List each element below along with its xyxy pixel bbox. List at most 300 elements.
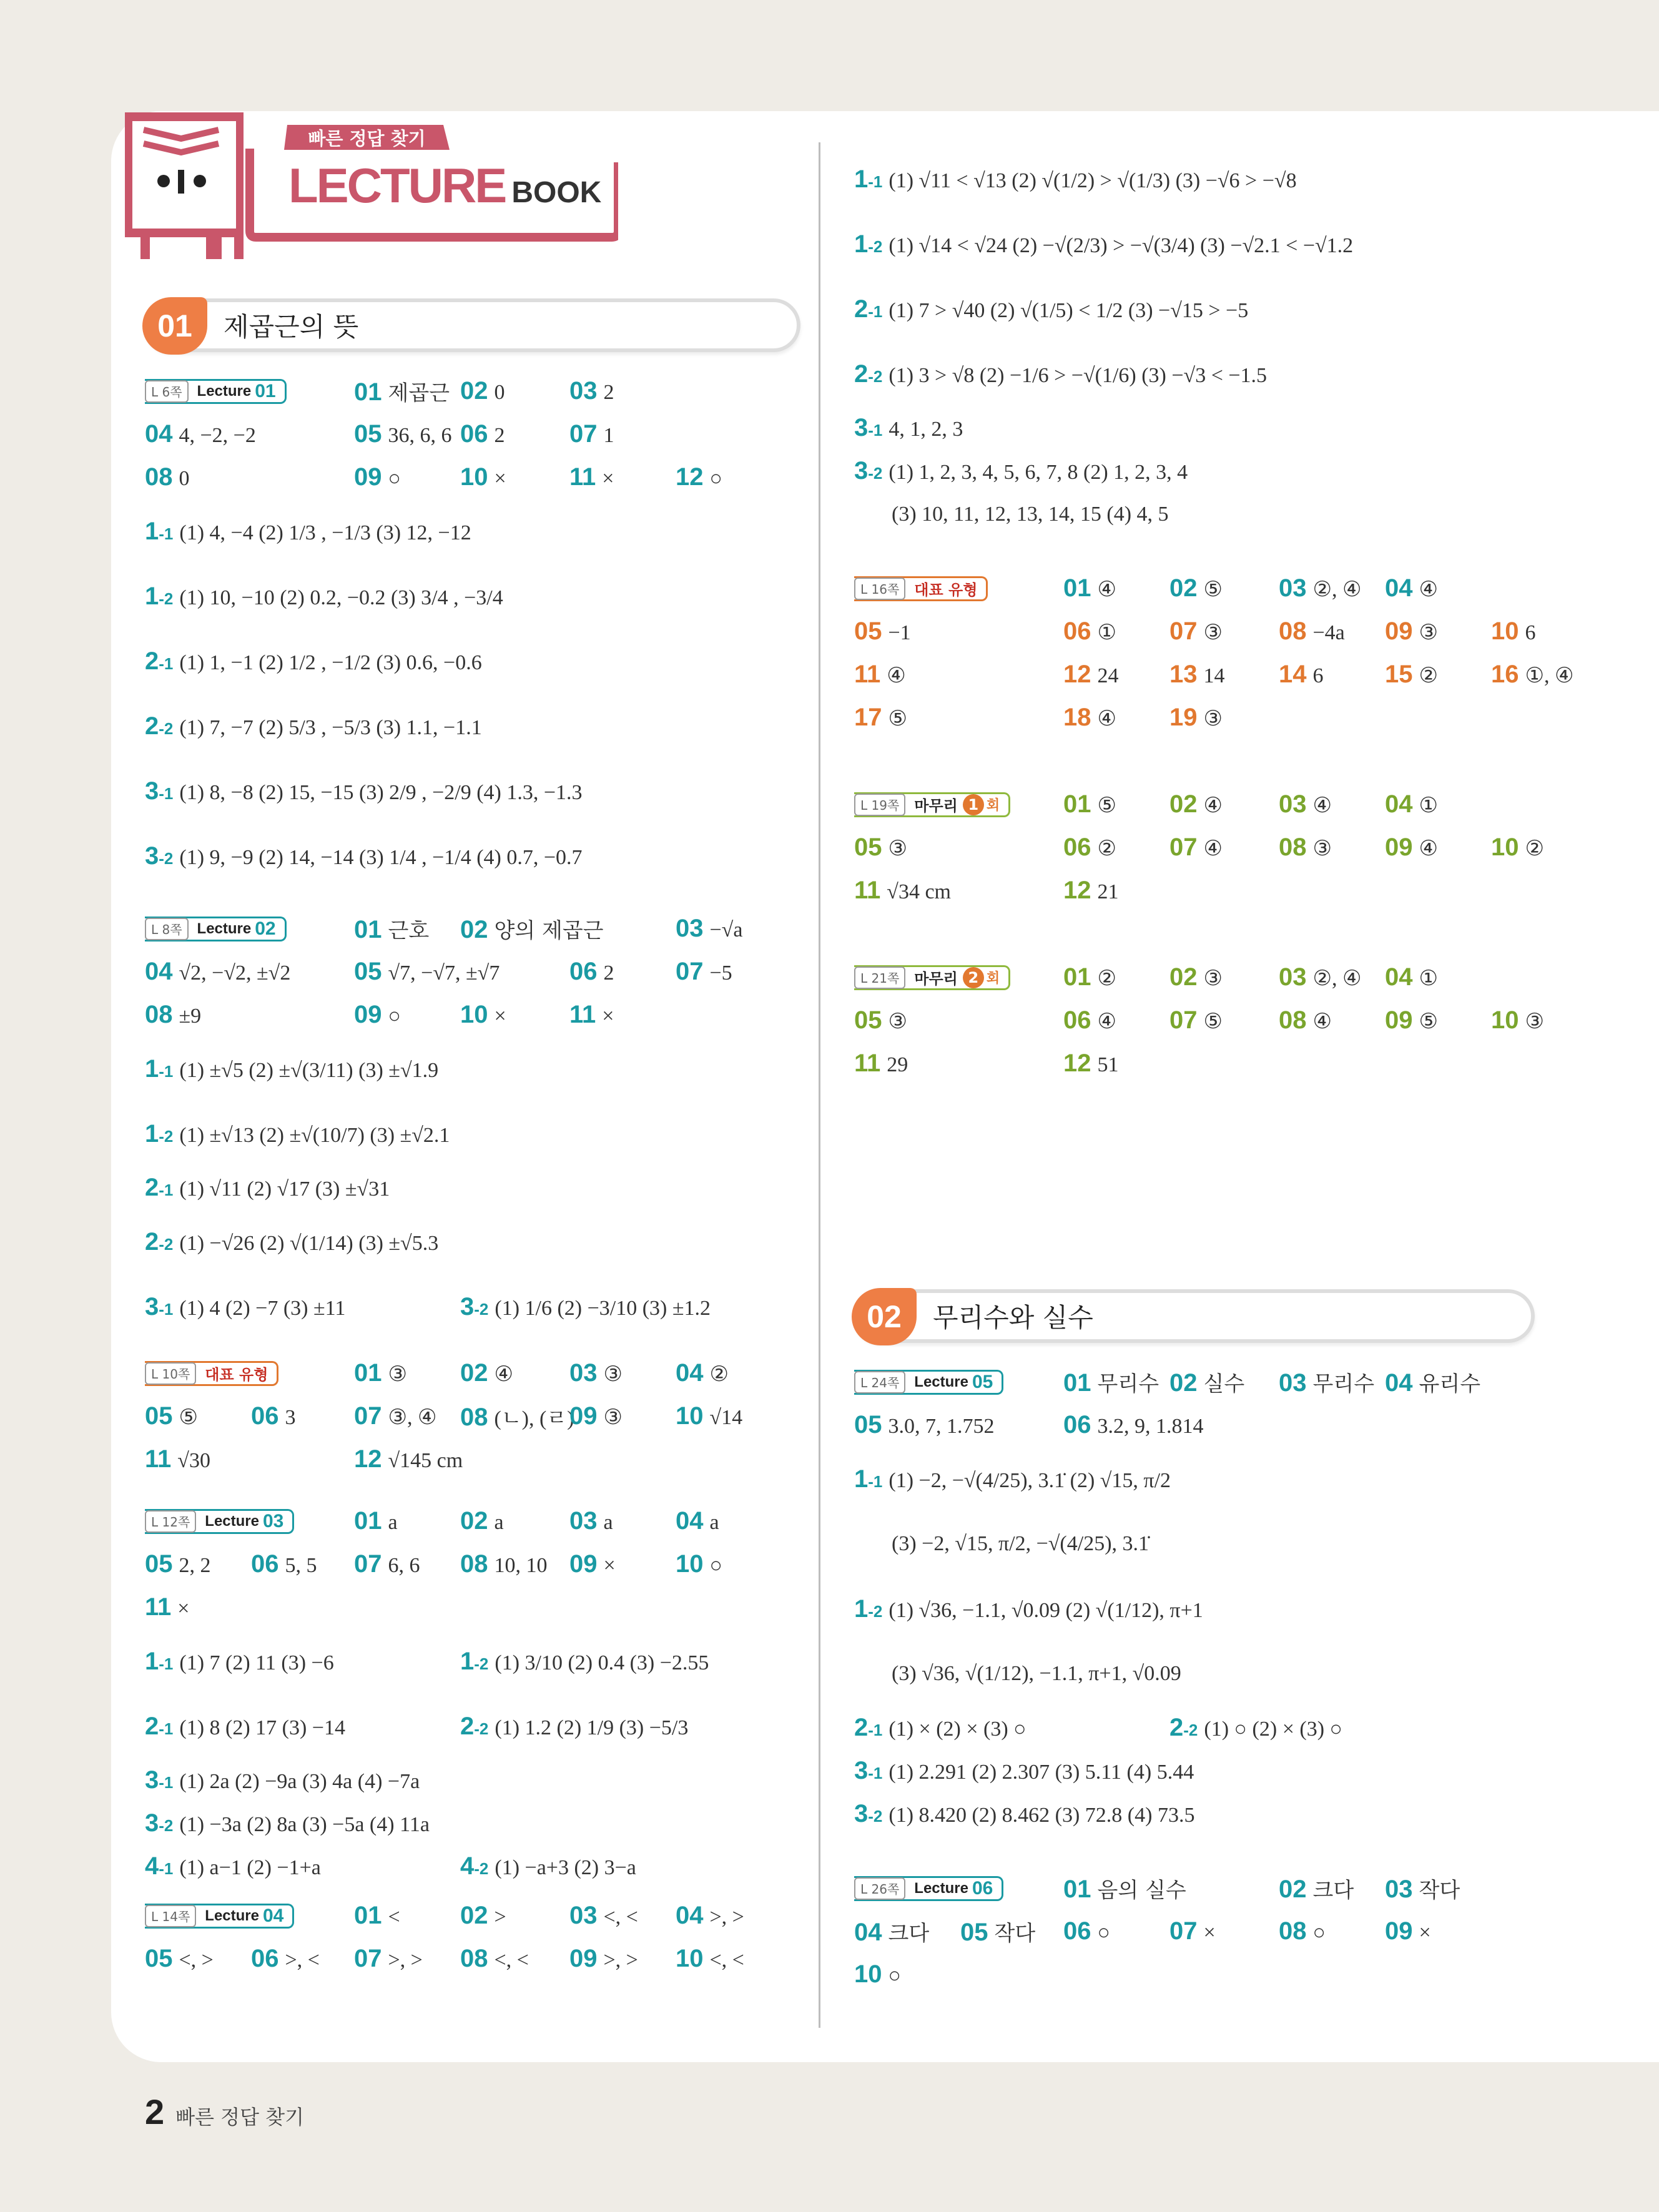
answer-item (1169, 1367, 1244, 1397)
answer-item (854, 661, 906, 689)
answer-value: 24 (1097, 664, 1119, 687)
answer-item (1169, 963, 1223, 991)
answer-row (145, 1845, 800, 1888)
answer-row (854, 493, 1535, 536)
answer-number: 09 (569, 1402, 598, 1430)
answer-item (676, 1902, 744, 1930)
answer-number: 03 (1279, 790, 1307, 818)
answer-number: 02 (1279, 1875, 1307, 1903)
answer-row (145, 1937, 800, 1980)
answer-row (854, 610, 1535, 653)
answer-item (145, 1809, 430, 1837)
answer-item (569, 463, 614, 491)
answer-value: 5, 5 (285, 1554, 317, 1577)
answer-row (854, 450, 1535, 493)
answer-value: ① (1419, 967, 1438, 990)
answer-number: 11 (854, 1049, 881, 1077)
answer-value: (1) a−1 (2) −1+a (179, 1856, 321, 1879)
answer-item (854, 1411, 995, 1439)
answer-item (460, 1359, 513, 1387)
answer-value: ④ (494, 1363, 513, 1386)
answer-value: ④ (1097, 1010, 1116, 1033)
answer-number: 1-2 (460, 1647, 489, 1675)
answer-item (145, 1713, 345, 1741)
answer-number: 03 (569, 1902, 598, 1929)
answer-value: (1) 1.2 (2) 1/9 (3) −5/3 (495, 1716, 689, 1739)
answer-value: ④ (1203, 794, 1223, 817)
answer-item (854, 165, 1297, 194)
answer-item (1063, 1049, 1119, 1078)
answer-value: (1) √14 < √24 (2) −√(2/3) > −√(3/4) (3) −√2.1 < −√1.2 (889, 233, 1354, 257)
answer-item (854, 457, 1188, 485)
answer-item (145, 1766, 420, 1794)
answer-row (145, 1586, 800, 1629)
answer-number: 01 (354, 1359, 382, 1387)
answer-number: 08 (145, 1001, 173, 1028)
answer-item (145, 518, 471, 546)
answer-item (569, 1402, 623, 1430)
answer-number: 10 (460, 463, 488, 491)
answer-item (145, 777, 583, 805)
answer-number: 11 (854, 661, 881, 688)
answer-item (854, 414, 963, 442)
page-tag-m21 (854, 965, 1010, 990)
right-column-bottom (854, 1289, 1535, 1996)
answer-value: 2, 2 (179, 1554, 211, 1577)
answer-value: ①, ④ (1525, 664, 1574, 687)
answer-value: (1) 9, −9 (2) 14, −14 (3) 1/4 , −1/4 (4) 0.7, −0.7 (179, 845, 583, 869)
answer-value: (1) −√26 (2) √(1/14) (3) ±√5.3 (179, 1231, 439, 1255)
answer-value: ○ (888, 1964, 902, 1987)
answer-value: ④ (887, 664, 906, 687)
answer-number: 09 (354, 463, 382, 491)
answer-value: √30 (177, 1449, 210, 1472)
answer-number: 02 (460, 1507, 488, 1535)
answer-number: 3-1 (145, 1766, 174, 1794)
header-badge: 빠른 정답 찾기 (308, 127, 426, 149)
spacer (145, 1888, 800, 1894)
answer-value: (1) 7 > √40 (2) √(1/5) < 1/2 (3) −√15 > −5 (889, 298, 1249, 322)
answer-value: (1) 8.420 (2) 8.462 (3) 72.8 (4) 73.5 (889, 1804, 1195, 1827)
page-number: 2 (145, 2092, 165, 2131)
answer-item (460, 1507, 504, 1535)
answer-number: 10 (1491, 833, 1519, 861)
page-ref: L 26쪽 (854, 1877, 905, 1900)
answer-item (854, 1714, 1026, 1742)
answer-item (1385, 661, 1438, 689)
answer-item (460, 1001, 506, 1029)
tag-suffix: 회 (986, 971, 1000, 987)
answer-item (354, 1001, 401, 1029)
answer-item (854, 877, 951, 905)
answer-item (145, 712, 482, 740)
answer-row (854, 1706, 1535, 1749)
answer-number: 3-1 (145, 1292, 174, 1320)
answer-number: 2-1 (854, 295, 883, 323)
answer-value: ○ (1097, 1921, 1111, 1944)
answer-item (676, 958, 732, 986)
answer-number: 03 (569, 377, 598, 405)
answer-value: <, < (603, 1905, 638, 1929)
answer-row (145, 370, 800, 413)
answer-value: ② (709, 1363, 729, 1386)
answer-value: ③ (1203, 621, 1223, 644)
answer-item (1385, 574, 1438, 602)
answer-item (676, 1359, 729, 1387)
answer-item (460, 377, 505, 405)
answer-item (1063, 704, 1116, 732)
answer-value: ④ (1203, 837, 1223, 860)
answer-value: −1 (888, 621, 911, 644)
answer-value: ③ (1203, 967, 1223, 990)
answer-value: 4, 1, 2, 3 (889, 418, 963, 441)
answer-value: 크다 (888, 1921, 930, 1946)
answer-number: 05 (354, 958, 382, 985)
answer-number: 15 (1385, 661, 1413, 688)
answer-item (354, 958, 500, 986)
answer-value: <, > (179, 1949, 214, 1972)
answer-row (854, 1641, 1535, 1706)
answer-value: 실수 (1203, 1372, 1245, 1397)
answer-item (1279, 1873, 1354, 1904)
answer-item (569, 958, 614, 986)
answer-value: 작다 (1419, 1878, 1460, 1903)
answer-row (854, 1792, 1535, 1836)
answer-value: ④ (1312, 1010, 1332, 1033)
answer-number: 01 (1063, 963, 1091, 991)
answer-number: 09 (354, 1001, 382, 1028)
answer-item (354, 1402, 436, 1430)
answer-number: 08 (1279, 833, 1307, 861)
answer-value: ○ (709, 467, 723, 490)
page-footer (145, 2092, 304, 2132)
page-tag-d10 (145, 1361, 278, 1386)
page-ref: L 21쪽 (854, 966, 905, 989)
answer-value: ⑤ (179, 1406, 198, 1429)
answer-value: (1) 8, −8 (2) 15, −15 (3) 2/9 , −2/9 (4) 1.3, −1.3 (179, 780, 583, 804)
answer-number: 13 (1169, 661, 1198, 688)
answer-row (854, 783, 1535, 826)
answer-value: 36, 6, 6 (388, 424, 452, 447)
answer-item (460, 1648, 709, 1676)
answer-number: 19 (1169, 704, 1198, 731)
answer-row (854, 1749, 1535, 1792)
answer-number: 3-2 (145, 1809, 174, 1837)
answer-value: ① (1419, 794, 1438, 817)
answer-number: 01 (354, 1902, 382, 1929)
answer-item (854, 230, 1353, 258)
answer-item (569, 1359, 623, 1387)
answer-number: 06 (1063, 1917, 1091, 1945)
answer-item (854, 295, 1248, 323)
answer-number: 05 (854, 833, 882, 861)
answer-value: (1) 4 (2) −7 (3) ±11 (179, 1296, 346, 1320)
spacer (145, 888, 800, 907)
answer-number: 09 (1385, 617, 1413, 645)
answer-item (892, 1532, 1149, 1556)
answer-item (145, 1593, 189, 1621)
answer-number: 01 (354, 1507, 382, 1535)
answer-item (460, 420, 505, 448)
answer-value: 제곱근 (388, 381, 450, 406)
answer-item (1491, 661, 1573, 689)
answer-number: 1-2 (145, 1119, 174, 1148)
answer-item (145, 420, 256, 448)
answer-number: 3-2 (460, 1292, 489, 1320)
answer-item (460, 1293, 711, 1321)
answer-value: 양의 제곱근 (494, 918, 604, 943)
answer-value: ④ (1097, 578, 1116, 601)
answer-item (354, 463, 401, 491)
answer-value: 21 (1097, 880, 1119, 903)
answer-item (460, 1550, 548, 1578)
answer-row (854, 567, 1535, 610)
answer-row (145, 1759, 800, 1802)
answer-item (1385, 1006, 1438, 1035)
answer-number: 06 (1063, 833, 1091, 861)
answer-item (569, 1001, 614, 1029)
answer-value: 2 (603, 961, 614, 985)
answer-item (892, 1662, 1181, 1686)
answer-item (145, 1402, 198, 1430)
answer-number: 06 (1063, 617, 1091, 645)
answer-value: 무리수 (1312, 1372, 1375, 1397)
answer-row (145, 823, 800, 888)
answer-row (145, 907, 800, 950)
answer-item (1279, 963, 1361, 991)
answer-row (854, 1576, 1535, 1641)
answer-item (145, 1228, 438, 1256)
answer-value: × (602, 467, 614, 490)
answer-value: √2, −√2, ±√2 (179, 961, 291, 985)
answer-number: 01 (354, 378, 382, 406)
answer-item (854, 833, 907, 862)
answer-item (960, 1916, 1035, 1947)
answer-row (145, 499, 800, 564)
answer-number: 08 (460, 1550, 488, 1578)
answer-number: 11 (145, 1593, 172, 1621)
answer-number: 11 (569, 463, 596, 491)
answer-item (1279, 833, 1332, 862)
answer-value: × (177, 1597, 190, 1620)
answer-row (145, 629, 800, 694)
answer-value: (1) 7, −7 (2) 5/3 , −5/3 (3) 1.1, −1.1 (179, 715, 482, 739)
answer-value: 51 (1097, 1053, 1119, 1076)
answer-number: 1-2 (145, 582, 174, 610)
answer-item (145, 1001, 201, 1029)
answer-number: 05 (145, 1550, 173, 1578)
answer-value: 14 (1203, 664, 1225, 687)
answer-row (145, 1543, 800, 1586)
answer-value: ③ (388, 1363, 407, 1386)
answer-row (145, 564, 800, 629)
answer-row (145, 1500, 800, 1543)
answer-number: 3-2 (145, 842, 174, 870)
answer-item (460, 913, 604, 944)
page-ref: L 16쪽 (854, 578, 905, 600)
answer-item (145, 1445, 210, 1473)
answer-number: 06 (1063, 1411, 1091, 1438)
answer-row (145, 1352, 800, 1395)
answer-number: 05 (354, 420, 382, 448)
answer-value: ② (1525, 837, 1544, 860)
page-tag-m19 (854, 792, 1010, 817)
answer-row (854, 696, 1535, 739)
answer-value: (1) 3/10 (2) 0.4 (3) −2.55 (495, 1651, 709, 1674)
answer-row (854, 1042, 1535, 1085)
answer-number: 04 (145, 958, 173, 985)
answer-number: 02 (1169, 963, 1198, 991)
answer-number: 08 (145, 463, 173, 491)
answer-number: 2-2 (854, 360, 883, 388)
answer-item (1063, 1873, 1186, 1904)
answer-item (354, 420, 452, 448)
answer-row (145, 759, 800, 823)
answer-item (854, 1960, 901, 1988)
tag-label: 마무리 (914, 797, 958, 815)
answer-value: (1) 4, −4 (2) 1/3 , −1/3 (3) 12, −12 (179, 521, 471, 544)
answer-number: 3-1 (145, 777, 174, 805)
answer-number: 3-1 (854, 414, 883, 441)
answer-value: (1) 1, 2, 3, 4, 5, 6, 7, 8 (2) 1, 2, 3, 4 (889, 461, 1188, 484)
answer-value: (1) −2, −√(4/25), 3.1̇ (2) √15, π/2 (889, 1468, 1171, 1492)
answer-number: 06 (251, 1945, 279, 1972)
answer-value: (1) 8 (2) 17 (3) −14 (179, 1716, 345, 1739)
answer-value: 3.2, 9, 1.814 (1097, 1415, 1204, 1438)
answer-value: 3.0, 7, 1.752 (888, 1415, 995, 1438)
answer-number: 03 (1385, 1875, 1413, 1903)
answer-row (145, 1395, 800, 1438)
answer-value: −4a (1312, 621, 1345, 644)
page-ref: L 8쪽 (145, 918, 189, 940)
answer-item (145, 958, 290, 986)
answer-item (1063, 1917, 1110, 1945)
answer-number: 01 (1063, 790, 1091, 818)
answer-number: 3-2 (854, 457, 883, 484)
answer-value: × (494, 467, 506, 490)
answer-value: (1) √11 < √13 (2) √(1/2) > √(1/3) (3) −√6 > −√8 (889, 169, 1297, 192)
spacer (854, 739, 1535, 783)
answer-number: 12 (1063, 877, 1091, 904)
answer-number: 03 (1279, 963, 1307, 991)
answer-item (460, 463, 506, 491)
answer-number: 01 (1063, 1875, 1091, 1903)
answer-row (145, 1209, 800, 1274)
answer-value: −5 (709, 961, 732, 985)
tag-label: Lecture (205, 1907, 259, 1924)
answer-number: 4-2 (460, 1852, 489, 1880)
answer-number: 05 (960, 1919, 988, 1946)
answer-number: 03 (1279, 574, 1307, 602)
tag-number: 06 (972, 1877, 993, 1899)
answer-value: 6 (1312, 664, 1324, 687)
tag-label: Lecture (197, 920, 252, 937)
answer-item (676, 1402, 742, 1430)
answer-value: (1) ±√5 (2) ±√(3/11) (3) ±√1.9 (179, 1058, 439, 1082)
answer-value: (ㄴ), (ㄹ) (494, 1407, 574, 1430)
tag-number: 02 (255, 918, 276, 939)
column-divider (819, 142, 820, 2028)
answer-value: ③ (603, 1406, 623, 1429)
answer-number: 07 (354, 1402, 382, 1430)
answer-item (1385, 1873, 1460, 1904)
answer-number: 12 (676, 463, 704, 491)
answer-value: × (603, 1554, 616, 1577)
answer-item (145, 1852, 321, 1880)
spacer (145, 1339, 800, 1352)
answer-item (854, 1757, 1194, 1785)
answer-item (145, 1293, 345, 1321)
answer-value: >, > (603, 1949, 638, 1972)
answer-item (354, 1507, 398, 1535)
answer-number: 1-1 (145, 517, 174, 545)
answer-row (854, 956, 1535, 999)
answer-row (854, 147, 1535, 212)
answer-item (676, 1945, 744, 1973)
answer-item (145, 647, 482, 676)
page-tag-l03 (145, 1509, 294, 1534)
page-tag-d16 (854, 576, 988, 601)
answer-number: 1-1 (854, 1465, 883, 1493)
answer-number: 08 (1279, 1006, 1307, 1034)
answer-number: 09 (569, 1945, 598, 1972)
answer-number: 04 (145, 420, 173, 448)
answer-item (1063, 1006, 1116, 1035)
answer-value: ③ (1203, 707, 1223, 730)
header-title-group (288, 157, 601, 214)
answer-number: 12 (1063, 1049, 1091, 1077)
answer-value: ③ (1312, 837, 1332, 860)
answer-item (354, 913, 429, 944)
tag-label: 대표 유형 (205, 1366, 268, 1384)
answer-value: ④ (1419, 578, 1438, 601)
answer-value: ② (1419, 664, 1438, 687)
answer-item (1063, 574, 1116, 602)
answer-number: 1-2 (854, 230, 883, 258)
answer-item (1491, 833, 1544, 862)
answer-value: ⑤ (1203, 578, 1223, 601)
answer-item (354, 376, 450, 406)
answer-item (854, 1595, 1203, 1623)
answer-value: 근호 (388, 918, 430, 943)
answer-item (354, 1445, 463, 1473)
page-ref: L 19쪽 (854, 794, 905, 816)
answer-item (1279, 1006, 1332, 1035)
answer-number: 16 (1491, 661, 1519, 688)
answer-value: −√a (709, 918, 743, 941)
answer-item (145, 1120, 450, 1148)
answer-item (676, 1550, 722, 1578)
answer-number: 04 (1385, 1369, 1413, 1397)
answer-number: 2-2 (460, 1712, 489, 1740)
answer-number: 07 (1169, 617, 1198, 645)
answer-item (460, 1713, 688, 1741)
answer-row (145, 1166, 800, 1209)
answer-value: (3) 10, 11, 12, 13, 14, 15 (4) 4, 5 (892, 502, 1169, 526)
answer-row (145, 1274, 800, 1339)
answer-value: ③ (888, 1010, 907, 1033)
answer-value: (1) −a+3 (2) 3−a (495, 1856, 636, 1879)
answer-number: 07 (676, 958, 704, 985)
answer-row (145, 950, 800, 993)
answer-value: × (494, 1005, 506, 1028)
answer-number: 03 (569, 1359, 598, 1387)
answer-value: × (602, 1005, 614, 1028)
answer-item (1169, 661, 1225, 689)
answer-row (854, 212, 1535, 277)
answer-number: 06 (251, 1402, 279, 1430)
answer-number: 01 (354, 916, 382, 943)
